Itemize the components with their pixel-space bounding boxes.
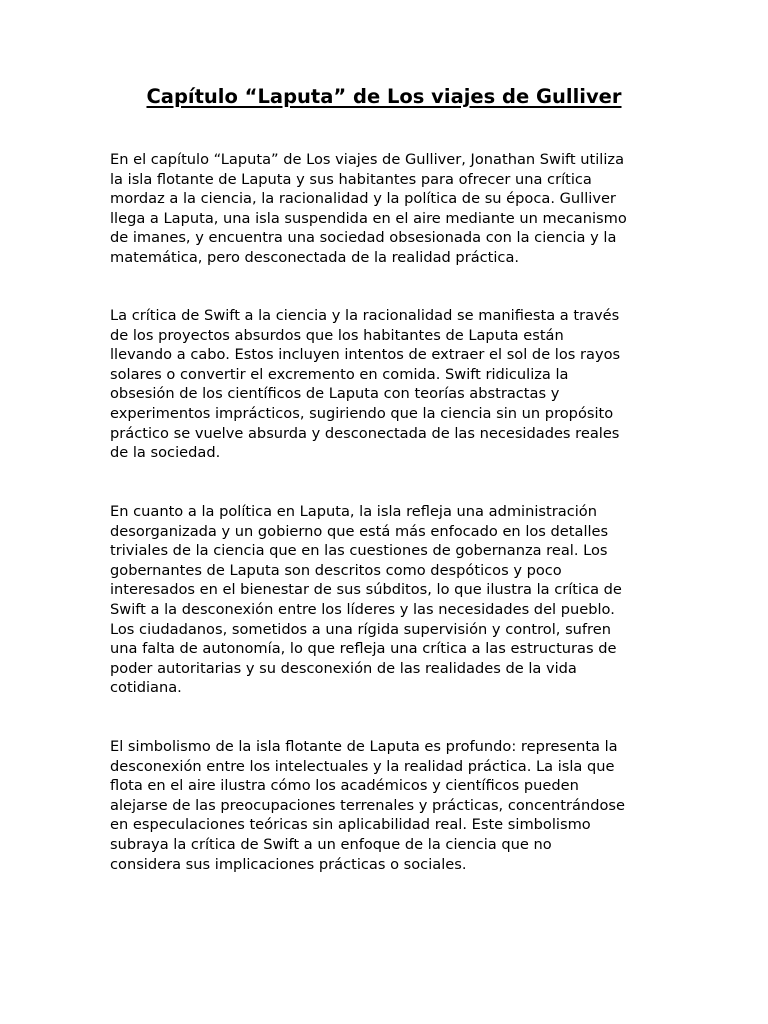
paragraph-science-critique: La crítica de Swift a la ciencia y la racionalidad se manifiesta a través de los proyectos absurdos que los habitantes de Laputa están llevando a cabo. Estos incluyen intentos de extraer el sol de los rayos solares o convertir el excremento en comida. Swift ridiculiza la obsesión de los científicos de Laputa con teorías abstractas y experimentos imprácticos, sugiriendo que la ciencia sin un propósito práctico se vuelve absurda y desconectada de las necesidades reales de la sociedad. [110, 307, 621, 462]
paragraph-symbolism: El simbolismo de la isla flotante de Laputa es profundo: representa la desconexión entre los intelectuales y la realidad práctica. La isla que flota en el aire ilustra cómo los académicos y científicos pueden alejarse de las preocupaciones terrenales y prácticas, concentrándose en especulaciones teóricas sin aplicabilidad real. Este simbolismo subraya la crítica de Swift a un enfoque de la ciencia que no considera sus implicaciones prácticas o sociales. [110, 738, 625, 873]
document-title: Capítulo “Laputa” de Los viajes de Gulliver [146, 85, 622, 108]
paragraph-politics: En cuanto a la política en Laputa, la isla refleja una administración desorganizada y un gobierno que está más enfocado en los detalles triviales de la ciencia que en las cuestiones de gobernanza real. Los gobernantes de Laputa son descritos como despóticos y poco interesados en el bienestar de sus súbditos, lo que ilustra la crítica de Swift a la desconexión entre los líderes y las necesidades del pueblo. Los ciudadanos, sometidos a una rígida supervisión y control, sufren una falta de autonomía, lo que refleja una crítica a las estructuras de poder autoritarias y su desconexión de las realidades de la vida cotidiana. [110, 503, 622, 697]
paragraph-introduction: En el capítulo “Laputa” de Los viajes de Gulliver, Jonathan Swift utiliza la isla flotante de Laputa y sus habitantes para ofrecer una crítica mordaz a la ciencia, la racionalidad y la política de su época. Gulliver llega a Laputa, una isla suspendida en el aire mediante un mecanismo de imanes, y encuentra una sociedad obsesionada con la ciencia y la matemática, pero desconectada de la realidad práctica. [110, 151, 627, 266]
